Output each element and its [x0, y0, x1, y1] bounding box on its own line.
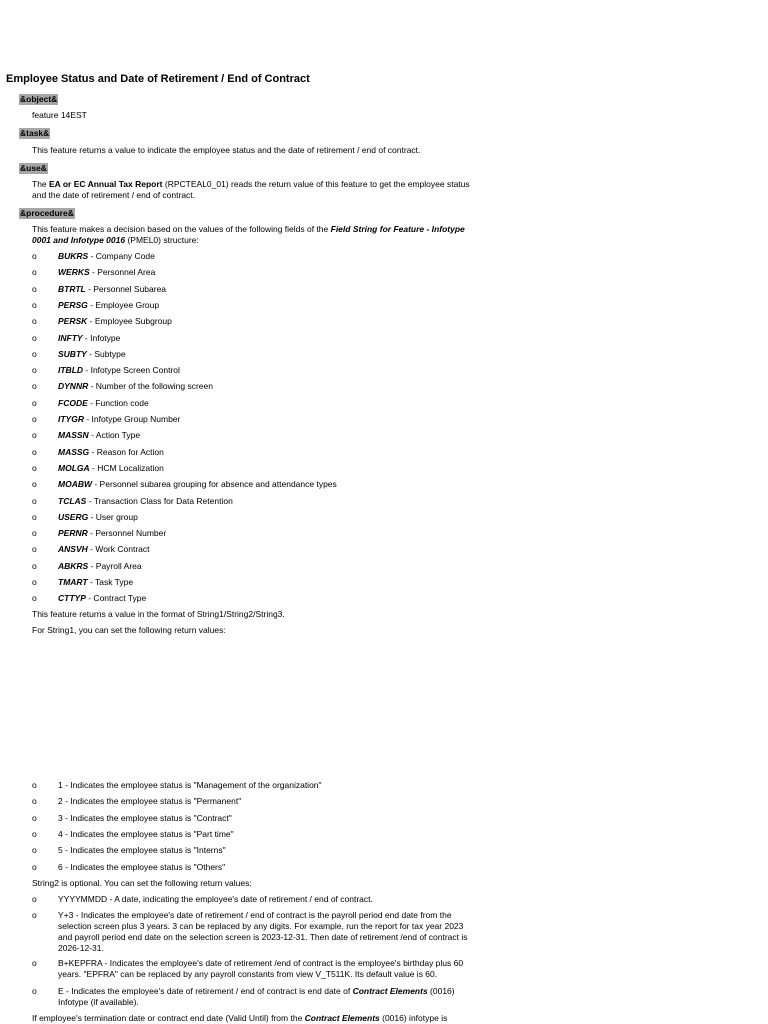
field-item [32, 381, 502, 392]
bullet: o [32, 299, 37, 310]
use-prefix: The [32, 179, 50, 189]
field-desc: - Reason for Action [89, 446, 164, 457]
bullet: o [32, 780, 37, 790]
string1-value: 4 - Indicates the employee status is "Part time" [58, 828, 234, 839]
task-text: This feature returns a value to indicate the employee status and the date of retirement / end of contract. [32, 145, 421, 155]
field-code: MOABW [58, 479, 92, 490]
field-code: PERSG [58, 299, 88, 310]
field-item [32, 414, 502, 425]
field-item [32, 251, 502, 262]
field-item [32, 365, 502, 376]
string2-line: Y+3 - Indicates the employee's date of retirement / end of contract is the payroll period end date from the [58, 910, 452, 920]
field-code: DYNNR [58, 381, 89, 392]
string2-line: years. "EPFRA" can be replaced by any payroll constants from view V_T511K. Its default value is 60. [58, 969, 438, 979]
section-label-task: &task& [20, 128, 50, 138]
field-code: FCODE [58, 397, 88, 408]
bullet: o [32, 528, 37, 539]
bullet: o [32, 511, 37, 522]
format-text: This feature returns a value in the format of String1/String2/String3. [32, 609, 285, 619]
field-desc: - Function code [87, 397, 149, 408]
field-desc: - Infotype [82, 332, 121, 343]
field-code: BTRTL [58, 283, 86, 294]
field-code: ABKRS [58, 560, 89, 571]
bullet: o [32, 267, 37, 278]
field-desc: - Personnel Subarea [85, 283, 167, 294]
procedure-intro-a: This feature makes a decision based on the values of the following fields of the [32, 224, 331, 234]
structure-name-1: Field String for Feature - Infotype [330, 224, 465, 234]
field-code: MASSG [58, 446, 90, 457]
bullet: o [32, 828, 37, 839]
field-code: WERKS [58, 267, 90, 278]
bullet: o [32, 397, 37, 408]
field-desc: - Transaction Class for Data Retention [86, 495, 233, 506]
section-label-use: &use& [20, 163, 47, 173]
field-desc: - Employee Group [87, 299, 160, 310]
bullet: o [32, 332, 37, 343]
field-desc: - Employee Subgroup [87, 316, 172, 327]
bullet: o [32, 430, 37, 441]
last-paragraph [32, 1013, 502, 1024]
string1-item [32, 845, 502, 856]
contract-elements-ref: Contract Elements [352, 986, 428, 996]
string1-item [32, 796, 502, 807]
bullet: o [32, 414, 37, 424]
field-item [32, 577, 502, 588]
field-code: SUBTY [58, 348, 87, 359]
bullet: o [32, 958, 37, 968]
field-desc: - Personnel subarea grouping for absence and attendance types [92, 479, 337, 490]
field-code: ITBLD [58, 365, 84, 376]
field-desc: - Contract Type [85, 593, 147, 604]
field-code: INFTY [58, 332, 83, 343]
field-desc: - Company Code [88, 251, 155, 261]
use-text [32, 179, 502, 201]
field-item [32, 398, 502, 409]
field-code: PERNR [58, 528, 88, 539]
field-desc: - User group [88, 511, 138, 522]
string2-e-line2: Infotype (if available). [58, 997, 139, 1007]
object-text: feature 14EST [32, 110, 87, 120]
field-item [32, 284, 502, 295]
string2-item [32, 958, 502, 980]
string2-line: B+KEPFRA - Indicates the employee's date of retirement /end of contract is the employee's birthday plus 60 [58, 958, 464, 968]
bullet: o [32, 796, 37, 807]
field-item [32, 479, 502, 490]
bullet: o [32, 348, 37, 359]
field-desc: - Action Type [88, 430, 141, 441]
field-code: MASSN [58, 430, 89, 441]
field-desc: - Subtype [86, 348, 126, 359]
field-code: ANSVH [58, 544, 88, 555]
string1-value: 3 - Indicates the employee status is "Contract" [58, 812, 232, 823]
field-code: BUKRS [58, 251, 89, 261]
field-desc: - Task Type [87, 577, 134, 587]
bullet: o [32, 381, 37, 392]
bullet: o [32, 861, 37, 872]
bullet: o [32, 446, 37, 457]
field-item [32, 267, 502, 278]
field-item [32, 528, 502, 539]
string2-line: and payroll period end date on the selection screen is 2023-12-31. Then date of retirement /end of contract is [58, 932, 468, 942]
string1-value: 2 - Indicates the employee status is "Permanent" [58, 796, 242, 807]
field-code: TMART [58, 577, 88, 587]
field-desc: - Infotype Group Number [83, 414, 181, 424]
bullet: o [32, 283, 37, 294]
string2-line: selection screen plus 3 years. 3 can be replaced by any digits. For example, run the report for tax year 2023 [58, 921, 464, 931]
field-desc: - Infotype Screen Control [83, 365, 180, 376]
field-desc: - Work Contract [87, 544, 150, 555]
string1-value: 6 - Indicates the employee status is "Others" [58, 861, 226, 872]
bullet: o [32, 894, 37, 904]
field-code: MOLGA [58, 462, 90, 473]
bullet: o [32, 251, 37, 261]
field-item [32, 463, 502, 474]
field-desc: - Payroll Area [88, 560, 142, 571]
section-label-object: &object& [20, 94, 58, 104]
field-item [32, 447, 502, 458]
last-a: If employee's termination date or contract end date (Valid Until) from the [32, 1013, 305, 1023]
use-line2: and the date of retirement / end of contract. [32, 190, 196, 200]
string1-item [32, 862, 502, 873]
bullet: o [32, 479, 37, 490]
field-code: CTTYP [58, 593, 86, 604]
field-item [32, 561, 502, 572]
report-name: EA or EC Annual Tax Report [49, 179, 163, 189]
string2-e-a: E - Indicates the employee's date of retirement / end of contract is end date of [58, 986, 353, 996]
bullet: o [32, 910, 37, 920]
field-code: PERSK [58, 316, 88, 327]
bullet: o [32, 462, 37, 473]
string1-item [32, 780, 502, 791]
field-item [32, 349, 502, 360]
string2-intro: String2 is optional. You can set the following return values: [32, 878, 252, 888]
field-code: TCLAS [58, 495, 87, 506]
string1-item [32, 829, 502, 840]
string2-line: 2026-12-31. [58, 943, 104, 953]
field-desc: - Personnel Number [87, 528, 167, 539]
field-desc: - HCM Localization [89, 462, 164, 473]
field-code: ITYGR [58, 414, 84, 424]
field-desc: - Number of the following screen [88, 381, 213, 392]
page-title: Employee Status and Date of Retirement / End of Contract [6, 73, 310, 85]
field-item [32, 333, 502, 344]
string1-value: 1 - Indicates the employee status is "Management of the organization" [58, 780, 322, 790]
field-item [32, 496, 502, 507]
bullet: o [32, 560, 37, 571]
list-item [32, 986, 502, 1008]
string1-intro: For String1, you can set the following return values: [32, 625, 226, 635]
bullet: o [32, 365, 37, 376]
procedure-intro [32, 224, 502, 246]
string2-line: YYYYMMDD - A date, indicating the employee's date of retirement / end of contract. [58, 894, 373, 904]
use-rest: (RPCTEAL0_01) reads the return value of this feature to get the employee status [162, 179, 470, 189]
string1-value: 5 - Indicates the employee status is "Interns" [58, 845, 226, 856]
field-item [32, 512, 502, 523]
bullet: o [32, 812, 37, 823]
procedure-intro-b: (PMEL0) structure: [125, 235, 199, 245]
structure-name-2: 0001 and Infotype 0016 [32, 235, 126, 245]
bullet: o [32, 495, 37, 506]
string2-item [32, 894, 502, 905]
bullet: o [32, 593, 37, 604]
string1-item [32, 813, 502, 824]
bullet: o [32, 316, 37, 327]
contract-elements-ref-2: Contract Elements [304, 1013, 380, 1023]
field-desc: - Personnel Area [89, 267, 156, 278]
section-label-procedure: &procedure& [20, 208, 74, 218]
string2-e-b: (0016) [427, 986, 455, 996]
field-code: USERG [58, 511, 89, 522]
field-item [32, 316, 502, 327]
field-item [32, 430, 502, 441]
bullet: o [32, 845, 37, 856]
bullet: o [32, 544, 37, 555]
bullet: o [32, 986, 37, 996]
string2-item [32, 910, 502, 954]
field-item [32, 300, 502, 311]
field-item [32, 593, 502, 604]
last-b: (0016) infotype is [379, 1013, 448, 1023]
field-item [32, 544, 502, 555]
bullet: o [32, 577, 37, 587]
